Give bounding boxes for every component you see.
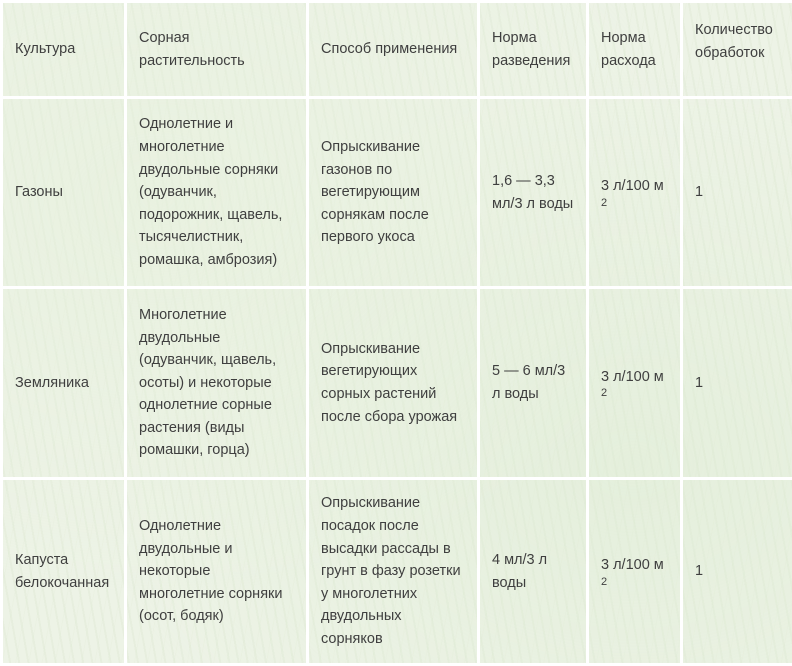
- cell-crop: Земляника: [2, 288, 126, 479]
- cell-consumption: [588, 98, 682, 288]
- table-row: [2, 479, 792, 665]
- table-row: [2, 288, 792, 479]
- cell-crop: Газоны: [2, 98, 126, 288]
- header-treatments: Количество обработок: [682, 2, 792, 98]
- cell-dilution: 1,6 — 3,3 мл/3 л воды: [479, 98, 588, 288]
- cell-consumption: [588, 479, 682, 665]
- header-method: Способ применения: [308, 2, 479, 98]
- cell-method: Опрыскивание вегетирующих сорных растений после сбора урожая: [308, 288, 479, 479]
- cell-treatments: 1: [682, 479, 792, 665]
- cell-weeds: Однолетние двудольные и некоторые многолетние сорняки (осот, бодяк): [126, 479, 308, 665]
- consumption-value: 3 л/100 м: [601, 369, 664, 385]
- cell-crop: Капуста белокочанная: [2, 479, 126, 665]
- consumption-exponent: 2: [601, 196, 670, 210]
- consumption-value: 3 л/100 м: [601, 557, 664, 573]
- consumption-exponent: 2: [601, 575, 670, 589]
- cell-dilution: 5 — 6 мл/3 л воды: [479, 288, 588, 479]
- header-row: [2, 2, 792, 98]
- cell-consumption: [588, 288, 682, 479]
- header-weeds: Сорная растительность: [126, 2, 308, 98]
- cell-weeds: Однолетние и многолетние двудольные сорняки (одуванчик, подорожник, щавель, тысячелистник, ромашка, амброзия): [126, 98, 308, 288]
- table-row: [2, 98, 792, 288]
- header-consumption: Норма расхода: [588, 2, 682, 98]
- table-header: [2, 2, 792, 98]
- table-body: [2, 98, 792, 665]
- consumption-exponent: 2: [601, 386, 670, 400]
- header-crop: Культура: [2, 2, 126, 98]
- consumption-value: 3 л/100 м: [601, 178, 664, 194]
- cell-treatments: 1: [682, 288, 792, 479]
- header-dilution: Норма разведения: [479, 2, 588, 98]
- cell-method: Опрыскивание посадок после высадки рассады в грунт в фазу розетки у многолетних двудольных сорняков: [308, 479, 479, 665]
- cell-method: Опрыскивание газонов по вегетирующим сорнякам после первого укоса: [308, 98, 479, 288]
- cell-weeds: Многолетние двудольные (одуванчик, щавель, осоты) и некоторые однолетние сорные растения (виды ромашки, горца): [126, 288, 308, 479]
- cell-treatments: 1: [682, 98, 792, 288]
- cell-dilution: 4 мл/3 л воды: [479, 479, 588, 665]
